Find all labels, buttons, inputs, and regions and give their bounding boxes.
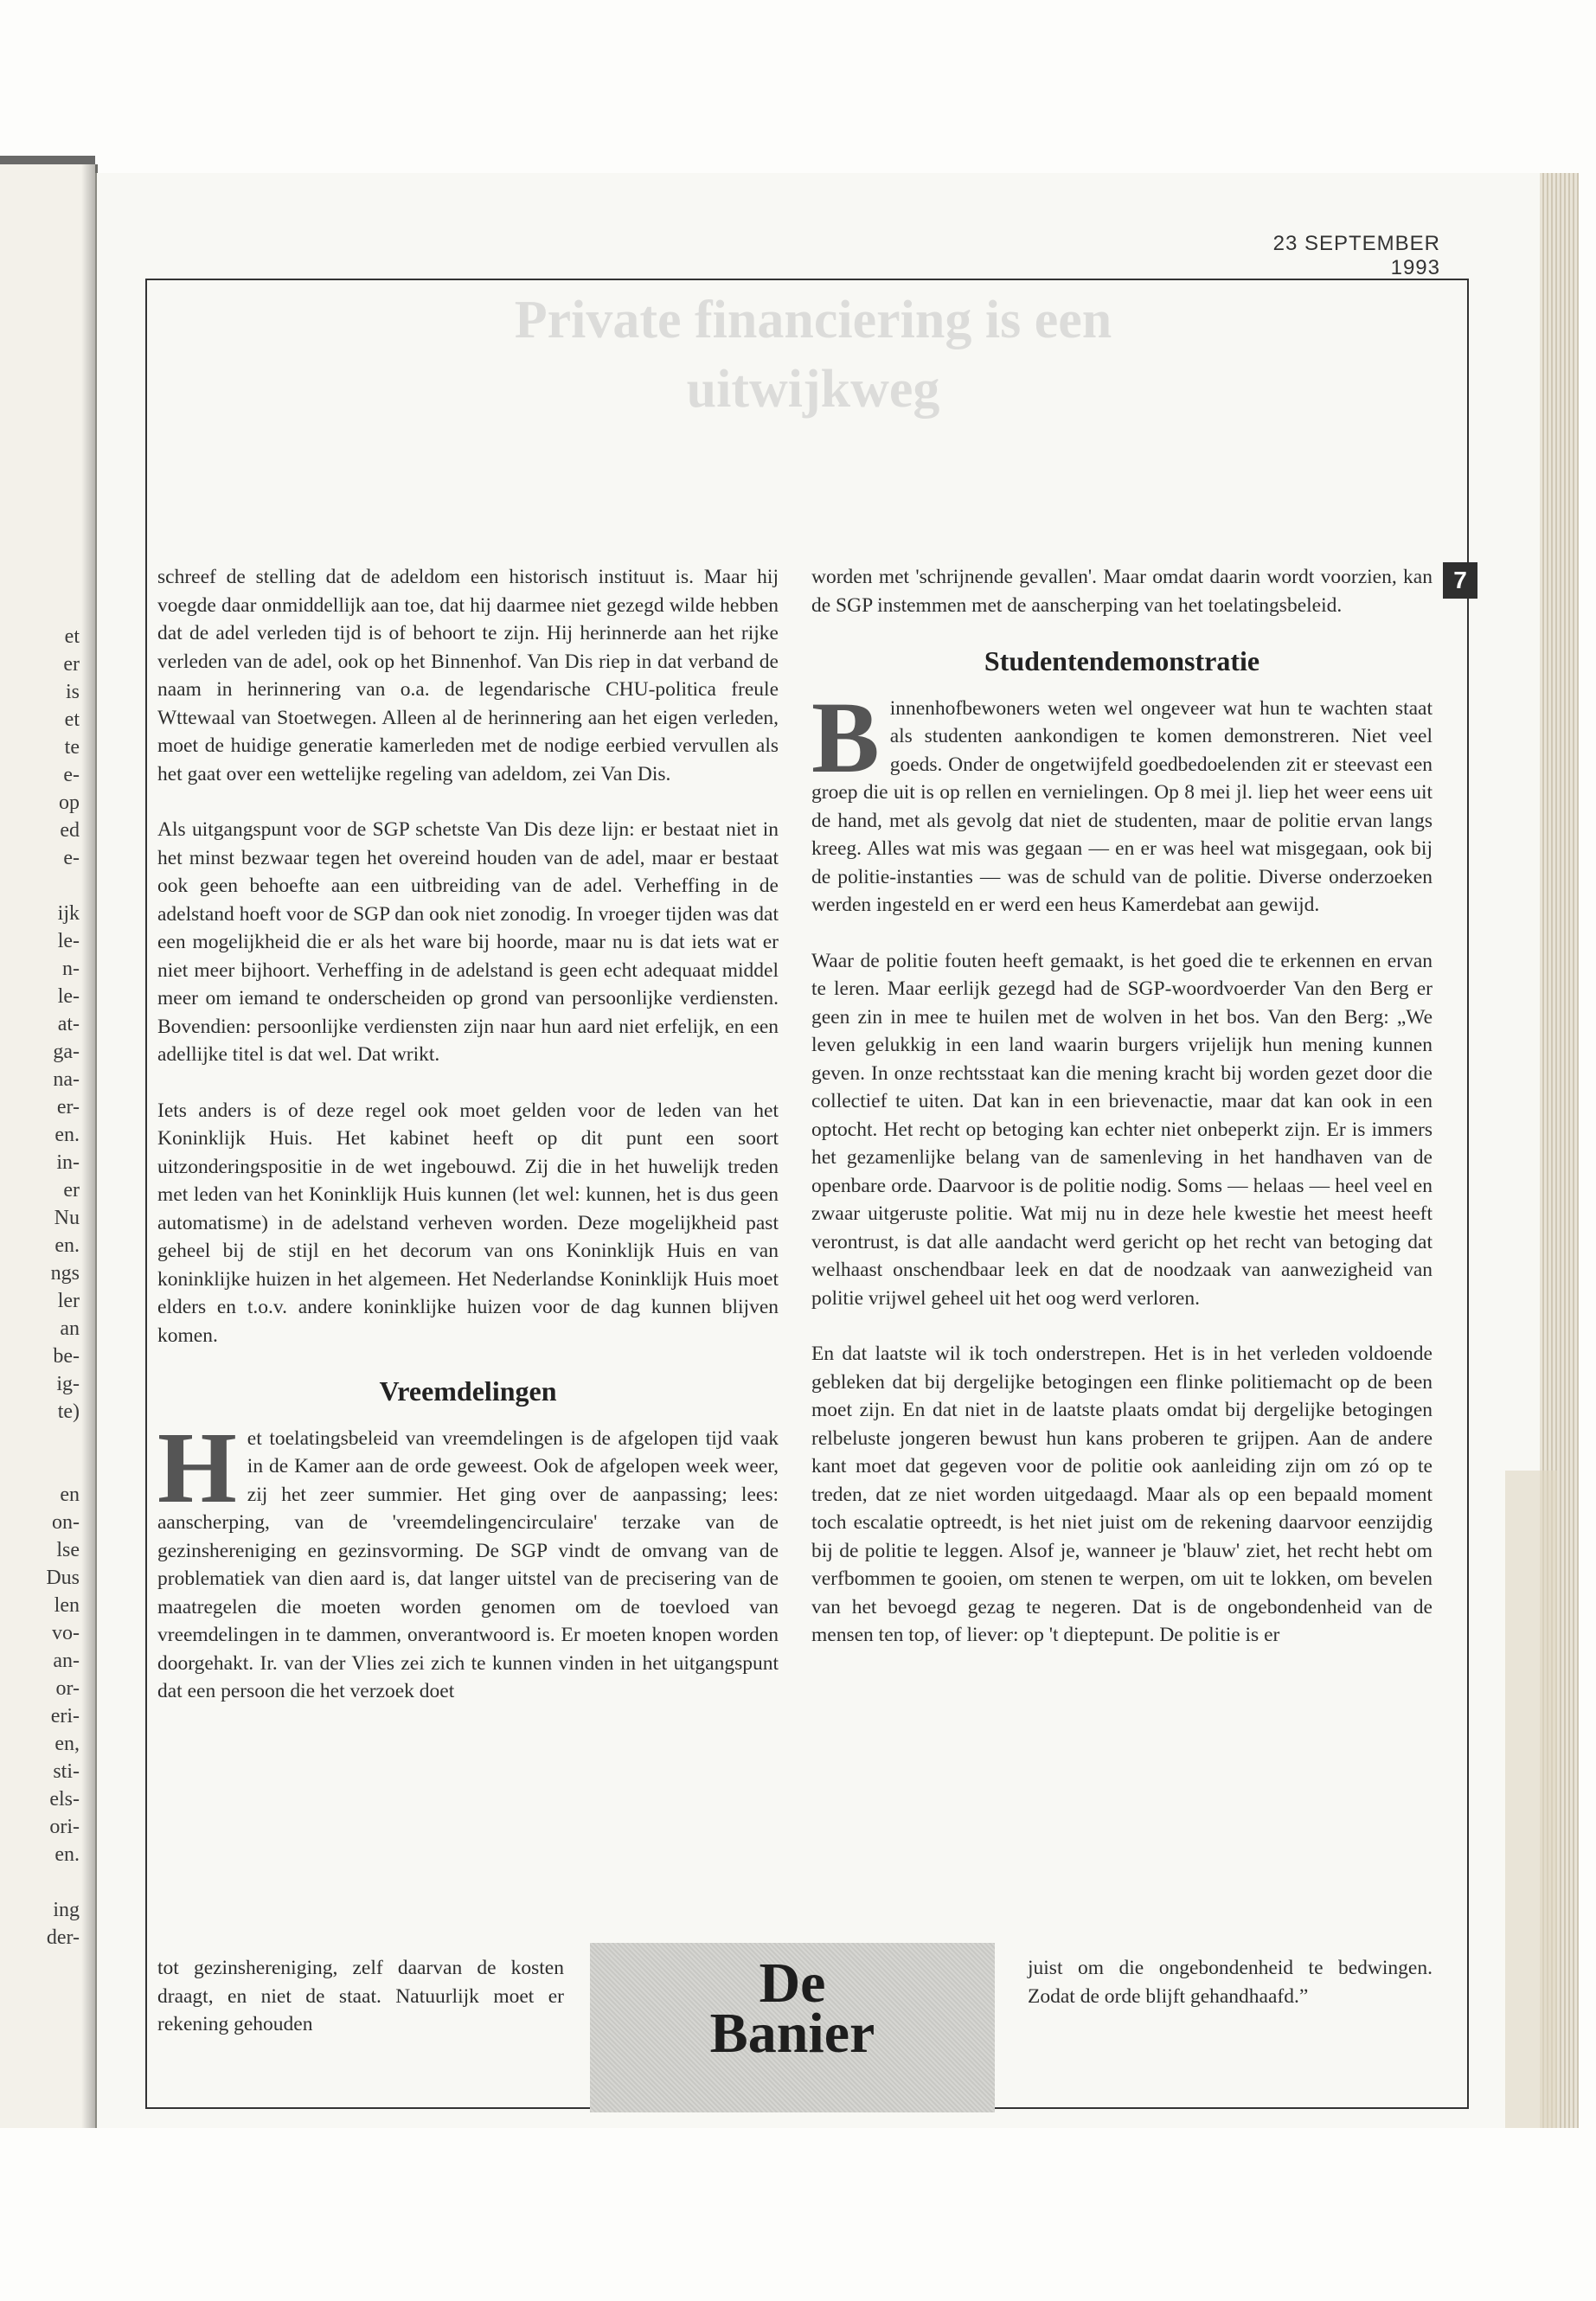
paragraph-text: innenhofbewoners weten wel ongeveer wat hun te wachten staat als studenten aankondigen te komen demonstreren. Niet veel goeds. Onder de ongetwijfeld goedbedoelenden zit er steevast een groep die uit is op rellen en vernielingen. Op 8 mei jl. liep het weer eens uit de hand, met als gevolg dat niet de studenten, maar de politie ervan langs kreeg. Alles wat mis was gegaan — en er was heel wat misgegaan, ook bij de politie-instanties — was de schuld van de politie. Diverse onderzoeken werden ingesteld en er werd een heus Kamerdebat aan gewijd.	[811, 696, 1433, 916]
de-banier-logo	[590, 1943, 995, 2112]
page-fold-shadow	[81, 164, 95, 2128]
previous-page-fragment: ig-	[56, 1373, 80, 1395]
previous-page-fragment: e-	[63, 764, 80, 786]
previous-page-fragment: ed	[60, 819, 80, 842]
previous-page-fragment: eri-	[50, 1705, 80, 1727]
previous-page-fragment: en.	[54, 1234, 80, 1257]
paragraph: En dat laatste wil ik toch onderstrepen. Het is in het verleden voldoende gebleken dat bij dergelijke betogingen een flinke politiemacht op de been moet zijn. En dat niet in de laatste plaats omdat bij dergelijke betogingen relbeluste jongeren bewust hun kans proberen te grijpen. Aan de andere kant moet dat gegeven voor de politie ook aanleiding zijn om zó op te treden, dat ze niet worden uitgedaagd. Maar als op een bepaald moment toch escalatie optreedt, is het niet juist om de rekening daarvoor eenzijdig bij de politie te leggen. Alsof je, wanneer je 'blauw' ziet, het recht hebt om verfbommen te gooien, om stenen te werpen, om uit te lokken, om bevelen van het bevoegd gezag te negeren. Dat is de ongebondenheid van de mensen ten top, of liever: op 't dieptepunt. De politie is er	[811, 1343, 1433, 1646]
paragraph: Iets anders is of deze regel ook moet gelden voor de leden van het Koninklijk Huis. Het kabinet heeft op dit punt een soort uitzonderingspositie in de wet ingebouwd. Zij die in het huwelijk treden met leden van het Koninklijk Huis kunnen (let wel: kunnen, het is dus geen automatisme) in de adelstand verheven worden. Deze mogelijkheid past geheel bij de stijl en het decorum van ons Koninklijk Huis en van koninklijke huizen in het algemeen. Het Nederlandse Koninklijk Huis moet elders en t.o.v. andere koninklijke huizen voor de dag kunnen blijven komen.	[157, 1099, 779, 1347]
previous-page-fragment: ori-	[49, 1816, 80, 1838]
article-column-right	[811, 563, 1433, 1677]
paragraph: Waar de politie fouten heeft gemaakt, is het goed die te erkennen en ervan te leren. Maar eerlijk gezegd had de SGP-woordvoerder Van den Berg er geen zin in mee te huilen met de wolven in het bos. Van den Berg: „We leven gelukkig in een land waarin burgers vrijelijk hun mening kunnen geven. In onze rechtsstaat kan die mening kracht bij worden gezet door die collectief te uiten. Dat kan in een brievenactie, maar dat kan ook in een optocht. Het recht op betoging kan echter niet onbeperkt zijn. Er is immers het gezamenlijke belang van de samenleving in het handhaven van de openbare orde. Daarvoor is de politie nodig. Soms — helaas — heel veel en zwaar uitgeruste politie. Wat mij nu in deze hele kwestie het meest heeft verontrust, is dat alle aandacht werd gericht op het recht van betoging dat welhaast onschendbaar leek en dat de noodzaak van aanwezigheid van politie vrijwel geheel uit het oog werd verloren.	[811, 949, 1433, 1310]
previous-page-fragment: an-	[53, 1650, 80, 1672]
previous-page-fragment: in-	[56, 1151, 80, 1174]
previous-page-fragment: en.	[54, 1124, 80, 1146]
section-heading: Vreemdelingen	[379, 1375, 557, 1407]
paragraph: worden met 'schrijnende gevallen'. Maar omdat daarin wordt voorzien, kan de SGP instemmen met de aanscherping van het toelatingsbeleid.	[811, 566, 1433, 617]
previous-page-fragment: Nu	[54, 1207, 80, 1229]
column-tail-left: tot gezinshereniging, zelf daarvan de kosten draagt, en niet de staat. Natuurlijk moet er rekening gehouden	[157, 1957, 564, 2035]
previous-page-fragment: sti-	[53, 1760, 80, 1783]
previous-page-fragment: le-	[57, 930, 80, 952]
previous-page-fragment: be-	[53, 1345, 80, 1368]
paragraph	[157, 1410, 779, 1706]
previous-page-fragment: le-	[57, 985, 80, 1008]
previous-page-fragment: lse	[56, 1539, 80, 1561]
previous-page-fragment: en.	[54, 1843, 80, 1866]
section-heading: Studentendemonstratie	[984, 645, 1260, 676]
previous-page-fragment: et	[64, 625, 80, 648]
previous-page-fragment: en,	[54, 1733, 80, 1755]
paragraph	[811, 680, 1433, 920]
paragraph: Als uitgangspunt voor de SGP schetste Van Dis deze lijn: er bestaat niet in het minst bezwaar tegen het overeind houden van de adel, maar er bestaat ook geen behoefte aan een uitbreiding van de adel. Verheffing in de adelstand hoeft voor de SGP dan ook niet zonodig. In vroeger tijden was dat een mogelijkheid die er als het ware bij hoorde, maar nu is dat iets wat er niet meer bijhoort. Verheffing in de adelstand is geen echt adequaat middel meer om iemand te onderscheiden op grond van persoonlijke verdiensten. Bovendien: persoonlijke verdiensten zijn naar hun aard niet erfelijk, en een adellijke titel is dat wel. Dat wrikt.	[157, 818, 779, 1066]
previous-page-fragment: der-	[46, 1926, 80, 1949]
previous-page-fragment: els-	[49, 1788, 80, 1811]
previous-page-fragment: e-	[63, 847, 80, 869]
page-number: 7	[1443, 562, 1477, 599]
logo-line-2: Banier	[709, 2002, 875, 2065]
previous-page-fragment: te)	[57, 1400, 80, 1423]
previous-page-fragment: is	[65, 681, 80, 703]
previous-page-fragment: en	[60, 1484, 80, 1506]
previous-page-fragment: ler	[57, 1290, 80, 1312]
logo-line-1: De	[759, 1952, 826, 2015]
previous-page-fragment: er	[63, 1179, 80, 1202]
previous-page-fragment: ga-	[53, 1041, 80, 1063]
logo-wordmark	[590, 1952, 995, 2065]
previous-page-fragment: n-	[62, 958, 80, 980]
article-column-left	[157, 563, 779, 1734]
previous-page-fragment: len	[54, 1594, 80, 1617]
previous-page-fragment: ing	[53, 1899, 80, 1921]
previous-page-fragment: er-	[56, 1096, 80, 1118]
column-tail-right: juist om die ongebondenheid te bedwingen. Zodat de orde blijft gehandhaafd.”	[1028, 1957, 1433, 2008]
previous-page-fragment: at-	[57, 1013, 80, 1035]
paragraph: schreef de stelling dat de adeldom een historisch instituut is. Maar hij voegde daar onmiddellijk aan toe, dat hij daarmee niet gezegd wilde hebben dat de adel verleden tijd is of behoort te zijn. Hij herinnerde aan het rijke verleden van de adel, ook op het Binnenhof. Van Dis riep in dat verband de naam in herinnering van o.a. de legendarische CHU-politica freule Wttewaal van Stoetwegen. Alleen al de herinnering aan het eigen verleden, moet de huidige generatie kamerleden met de nodige eerbied vervullen als het gaat over een wettelijke regeling van adeldom, zei Van Dis.	[157, 566, 779, 785]
previous-page-fragment: or-	[55, 1677, 80, 1700]
previous-page-fragment: op	[59, 792, 80, 814]
previous-page-fragment: ijk	[57, 902, 80, 925]
previous-page-fragment: ngs	[50, 1262, 80, 1285]
previous-page-fragment: an	[60, 1317, 80, 1340]
issue-date: 23 SEPTEMBER 1993	[1272, 232, 1440, 279]
drop-cap: H	[157, 1410, 237, 1524]
previous-page-fragment: na-	[53, 1068, 80, 1091]
previous-page-fragment: Dus	[46, 1567, 80, 1589]
paragraph-text: et toelatingsbeleid van vreemdelingen is de afgelopen tijd vaak in de Kamer aan de orde geweest. Ook de afgelopen week weer, zij het zeer summier. Het ging over de aanpassing; lees: aanscherping, van de 'vreemdelingencirculaire' terzake van de gezinshereniging en gezinsvorming. De SGP vindt de omvang van de problematiek van dien aard is, dat langer uitstel van de precisering van de maatregelen die moeten worden genomen om de toevloed van vreemdelingen in te dammen, onverantwoord is. Er moeten knopen worden doorgehakt. Ir. van der Vlies zei zich te kunnen vinden in het uitgangspunt dat een persoon die het verzoek doet	[157, 1426, 779, 1702]
previous-page-fragment: er	[63, 653, 80, 676]
previous-page-fragment: et	[64, 708, 80, 731]
drop-cap: B	[811, 680, 880, 794]
previous-page-fragment: vo-	[52, 1622, 80, 1644]
previous-page-fragment: te	[64, 736, 80, 759]
page-stack-shadow	[1505, 1471, 1557, 2128]
previous-page-edge	[0, 164, 98, 2128]
show-through-title: Private financiering is een uitwijkweg	[514, 291, 1112, 419]
previous-page-fragment: on-	[52, 1511, 80, 1534]
